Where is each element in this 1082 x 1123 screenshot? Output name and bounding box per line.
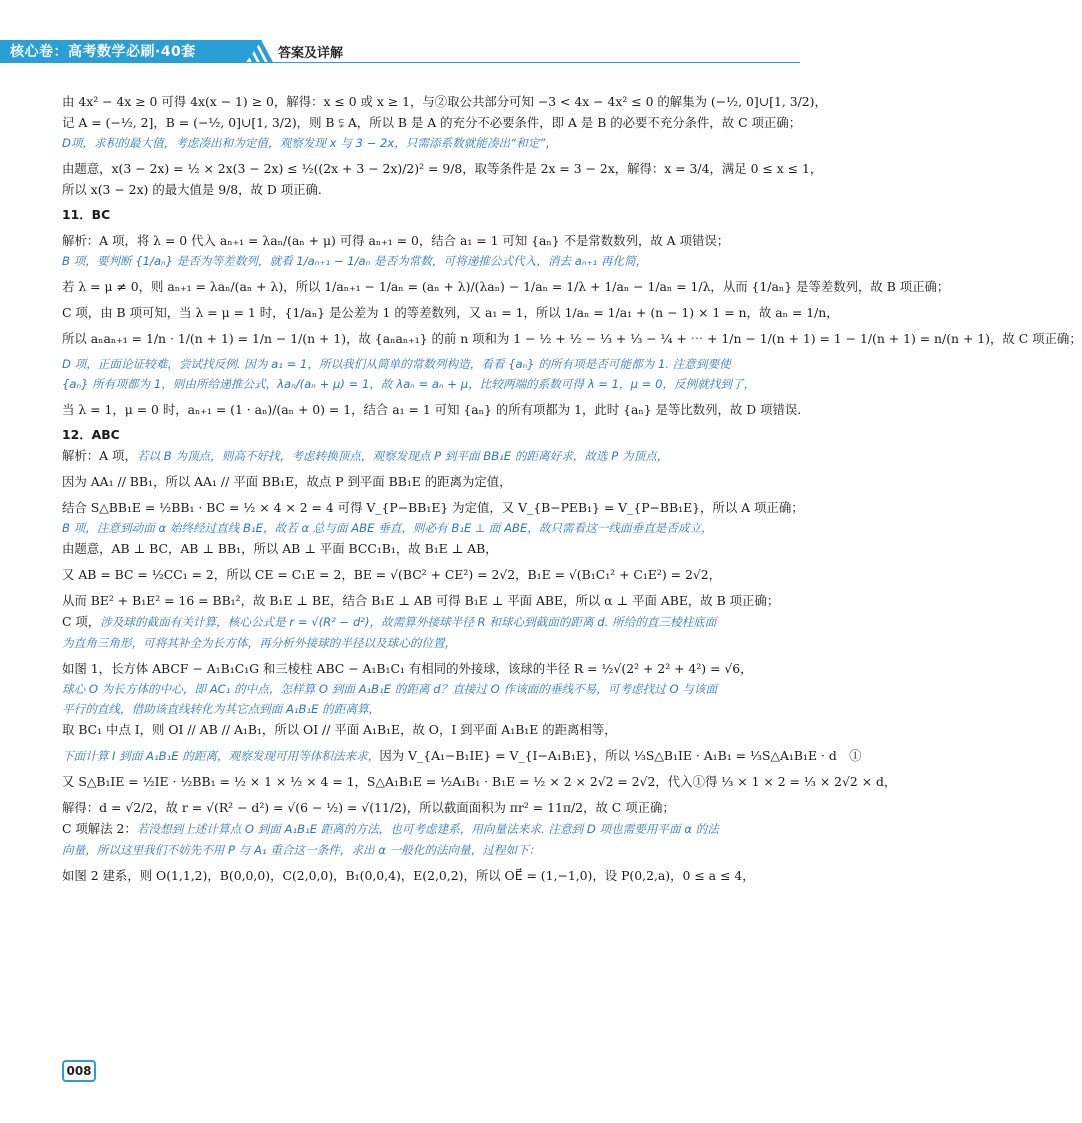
solution-line xyxy=(62,614,742,630)
solution-line: 因为 AA₁ // BB₁，所以 AA₁ // 平面 BB₁E，故点 P 到平面 BB₁E 的距离为定值， xyxy=(62,473,512,489)
solution-line: 球心 O 为长方体的中心，即 AC₁ 的中点，怎样算 O 到面 A₁B₁E 的距离 d？直接过 O 作该面的垂线不易，可考虑找过 O 与该面 xyxy=(62,681,718,696)
line-tail-text: 因为 V_{A₁−B₁IE} = V_{I−A₁B₁E}，所以 ⅓S△B₁IE · A₁B₁ = ⅓S△A₁B₁E · d ① xyxy=(379,748,862,763)
solution-line: 结合 S△BB₁E = ½BB₁ · BC = ½ × 4 × 2 = 4 可得 V_{P−BB₁E} 为定值，又 V_{B−PEB₁} = V_{P−BB₁E}，所以 A 项正确； xyxy=(62,499,804,515)
answer-body xyxy=(62,84,1082,884)
question-heading: 11．BC xyxy=(62,206,111,222)
solution-line: 为直角三角形，可将其补全为长方体，再分析外接球的半径以及球心的位置， xyxy=(62,635,457,650)
solution-line: 如图 1，长方体 ABCF − A₁B₁C₁G 和三棱柱 ABC − A₁B₁C₁ 有相同的外接球，该球的半径 R = ½√(2² + 2² + 4²) = √6， xyxy=(62,660,753,676)
solution-line: 向量，所以这里我们不妨先不用 P 与 A₁ 重合这一条件，求出 α 一般化的法向量，过程如下： xyxy=(62,842,541,857)
solution-line: 取 BC₁ 中点 I，则 OI // AB // A₁B₁，所以 OI // 平面 A₁B₁E，故 O，I 到平面 A₁B₁E 的距离相等， xyxy=(62,721,617,737)
line-lead-text: C 项解法 2： xyxy=(62,821,137,837)
solution-line: D 项，正面论证较难，尝试找反例. 因为 a₁ = 1，所以我们从简单的常数列构造，看看 {aₙ} 的所有项是否可能都为 1. 注意到要使 xyxy=(62,357,731,372)
solution-line: C 项，由 B 项可知，当 λ = μ = 1 时，{1/aₙ} 是公差为 1 的等差数列，又 a₁ = 1，所以 1/aₙ = 1/a₁ + (n − 1) × 1 = n，故 aₙ = 1/n， xyxy=(62,305,839,320)
hint-text: 下面计算 I 到面 A₁B₁E 的距离，观察发现可用等体积法来求， xyxy=(62,749,380,763)
solution-line: D项，求积的最大值，考虑凑出和为定值，观察发现 x 与 3 − 2x，只需添系数就能凑出“和定”， xyxy=(62,136,557,151)
solution-line: 平行的直线，借助该直线转化为其它点到面 A₁B₁E 的距离算， xyxy=(62,701,381,716)
solution-line xyxy=(62,821,742,837)
header-divider xyxy=(0,62,800,63)
solution-line: 所以 aₙaₙ₊₁ = 1/n · 1/(n + 1) = 1/n − 1/(n + 1)，故 {aₙaₙ₊₁} 的前 n 项和为 1 − ½ + ½ − ⅓ + ⅓ − ¼ + ⋯ + 1/n − 1/(n + 1) = 1 − 1/(n + 1) = n/(n + 1)，故 C 项正确； xyxy=(62,331,1082,347)
page-header xyxy=(0,0,800,64)
solution-line: 从而 BE² + B₁E² = 16 = BB₁²，故 B₁E ⊥ BE，结合 B₁E ⊥ AB 可得 B₁E ⊥ 平面 ABE，所以 α ⊥ 平面 ABE，故 B 项正确； xyxy=(62,593,780,609)
solution-line: 又 S△B₁IE = ½IE · ½BB₁ = ½ × 1 × ½ × 4 = 1，S△A₁B₁E = ½A₁B₁ · B₁E = ½ × 2 × 2√2 = 2√2，代入①得 ⅓ × 1 × 2 = ⅓ × 2√2 × d， xyxy=(62,774,897,790)
solution-line: 如图 2 建系，则 O(1,1,2)，B(0,0,0)，C(2,0,0)，B₁(0,0,4)，E(2,0,2)，所以 OE⃗ = (1,−1,0)，设 P(0,2,a)，0 ≤ a ≤ 4， xyxy=(62,867,755,883)
header-title: 核心卷：高考数学必刷·40套 xyxy=(10,44,196,60)
solution-line: B 项，注意到动面 α 始终经过直线 B₁E，故若 α 总与面 ABE 垂直，则必有 B₁E ⊥ 面 ABE，故只需看这一线面垂直是否成立， xyxy=(62,521,713,535)
solution-line: 解得：d = √2/2，故 r = √(R² − d²) = √(6 − ½) = √(11/2)，所以截面面积为 πr² = 11π/2，故 C 项正确； xyxy=(62,800,675,816)
solution-line xyxy=(62,448,742,464)
solution-line: 当 λ = 1，μ = 0 时，aₙ₊₁ = (1 · aₙ)/(aₙ + 0) = 1，结合 a₁ = 1 可知 {aₙ} 的所有项都为 1，此时 {aₙ} 是等比数列，故 D 项错误. xyxy=(62,402,802,418)
solution-line: {aₙ} 所有项都为 1，则由所给递推公式，λaₙ/(aₙ + μ) = 1，故 λaₙ = aₙ + μ，比较两端的系数可得 λ = 1，μ = 0，反例就找到了， xyxy=(62,377,756,392)
solution-line: 由题意，x(3 − 2x) = ½ × 2x(3 − 2x) ≤ ½((2x + 3 − 2x)/2)² = 9/8，取等条件是 2x = 3 − 2x，解得：x = 3/4，满足 0 ≤ x ≤ 1， xyxy=(62,161,823,177)
hint-text: 若没想到上述计算点 O 到面 A₁B₁E 距离的方法，也可考虑建系，用向量法来求. 注意到 D 项也需要用平面 α 的法 xyxy=(136,822,719,837)
solution-line: 由题意，AB ⊥ BC，AB ⊥ BB₁，所以 AB ⊥ 平面 BCC₁B₁，故 B₁E ⊥ AB， xyxy=(62,541,498,557)
solution-line: 由 4x² − 4x ≥ 0 可得 4x(x − 1) ≥ 0，解得：x ≤ 0 或 x ≥ 1，与②取公共部分可知 −3 < 4x − 4x² ≤ 0 的解集为 (−½, 0]∪[1, 3/2)， xyxy=(62,94,827,109)
line-lead-text: C 项， xyxy=(62,614,101,630)
line-lead-text: 解析：A 项， xyxy=(62,447,137,463)
solution-line: 又 AB = BC = ½CC₁ = 2，所以 CE = C₁E = 2，BE = √(BC² + CE²) = 2√2，B₁E = √(B₁C₁² + C₁E²) = 2√2， xyxy=(62,567,721,583)
question-heading: 12．ABC xyxy=(62,426,120,442)
solution-line: 若 λ = μ ≠ 0，则 aₙ₊₁ = λaₙ/(aₙ + λ)，所以 1/aₙ₊₁ − 1/aₙ = (aₙ + λ)/(λaₙ) − 1/aₙ = 1/λ + 1/aₙ − 1/aₙ = 1/λ，从而 {1/aₙ} 是等差数列，故 B 项正确； xyxy=(62,278,950,294)
header-subtitle: 答案及详解 xyxy=(278,46,344,61)
solution-line: 记 A = (−½, 2]，B = (−½, 0]∪[1, 3/2)，则 B ⫋ A，所以 B 是 A 的充分不必要条件，即 A 是 B 的必要不充分条件，故 C 项正确； xyxy=(62,115,802,131)
hint-text: 若以 B 为顶点，则高不好找，考虑转换顶点，观察发现点 P 到平面 BB₁E 的距离好求，故选 P 为顶点， xyxy=(136,448,669,463)
solution-line: 解析：A 项，将 λ = 0 代入 aₙ₊₁ = λaₙ/(aₙ + μ) 可得 aₙ₊₁ = 0，结合 a₁ = 1 可知 {aₙ} 不是常数数列，故 A 项错误； xyxy=(62,232,730,248)
page-number: 008 xyxy=(62,1060,96,1082)
solution-line: 所以 x(3 − 2x) 的最大值是 9/8，故 D 项正确. xyxy=(62,182,322,198)
hint-text: 涉及球的截面有关计算，核心公式是 r = √(R² − d²)，故需算外接球半径 R 和球心到截面的距离 d. 所给的直三棱柱底面 xyxy=(100,615,717,630)
solution-line: B 项，要判断 {1/aₙ} 是否为等差数列，就看 1/aₙ₊₁ − 1/aₙ 是否为常数，可将递推公式代入，消去 aₙ₊₁ 再化简， xyxy=(62,253,648,268)
solution-line xyxy=(62,748,862,764)
